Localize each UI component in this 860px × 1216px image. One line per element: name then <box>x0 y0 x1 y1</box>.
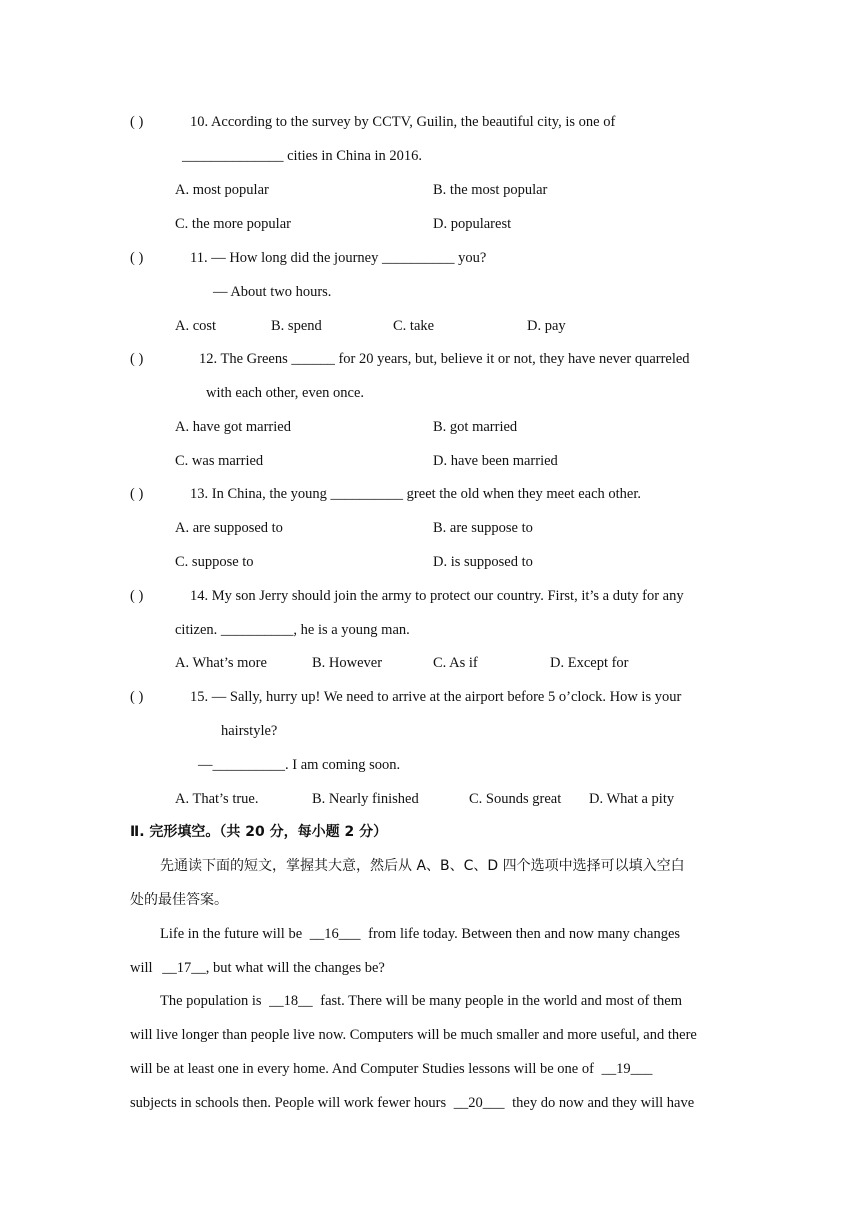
q15-option-c: C. Sounds great <box>469 791 562 807</box>
section-instructions: 先通读下面的短文，掌握其大意，然后从 A、B、C、D 四个选项中选择可以填入空白 <box>160 858 685 874</box>
q13-option-a: A. are supposed to <box>175 520 283 536</box>
passage-text: they do now and they will have <box>512 1095 695 1111</box>
passage-line-1 <box>160 924 680 944</box>
section-heading: Ⅱ. 完形填空。（共 20 分，每小题 2 分） <box>130 824 388 840</box>
q12-option-c: C. was married <box>175 453 264 469</box>
q12-option-b: B. got married <box>433 419 518 435</box>
q14-answer-paren: ( ) <box>130 588 144 604</box>
q10-option-b: B. the most popular <box>433 182 548 198</box>
q13-stem: 13. In China, the young __________ greet the old when they meet each other. <box>190 486 642 502</box>
passage-text: subjects in schools then. People will work fewer hours <box>130 1095 447 1111</box>
passage-text: will <box>130 960 153 976</box>
passage-line-4: will live longer than people live now. Computers will be much smaller and more useful, and there <box>130 1027 697 1043</box>
q12-option-d: D. have been married <box>433 453 558 469</box>
q10-option-a: A. most popular <box>175 182 269 198</box>
q14-option-d: D. Except for <box>550 655 629 671</box>
q15-option-d: D. What a pity <box>589 791 675 807</box>
q15-answer-paren: ( ) <box>130 689 144 705</box>
q11-option-a: A. cost <box>175 318 217 334</box>
q11-option-d: D. pay <box>527 318 566 334</box>
q14-option-c: C. As if <box>433 655 478 671</box>
blank-19: __19___ <box>601 1061 653 1077</box>
q14-option-a: A. What’s more <box>175 655 267 671</box>
passage-line-3 <box>160 991 682 1011</box>
passage-line-5 <box>130 1059 652 1079</box>
passage-text: from life today. Between then and now many changes <box>368 926 681 942</box>
q13-answer-paren: ( ) <box>130 486 144 502</box>
q15-option-b: B. Nearly finished <box>312 791 419 807</box>
q15-stem-cont: hairstyle? <box>221 723 278 739</box>
blank-20: __20___ <box>453 1095 505 1111</box>
passage-text: Life in the future will be <box>160 926 303 942</box>
q10-option-d: D. popularest <box>433 216 512 232</box>
q14-stem: 14. My son Jerry should join the army to protect our country. First, it’s a duty for any <box>190 588 684 604</box>
q10-option-c: C. the more popular <box>175 216 291 232</box>
blank-18: __18__ <box>269 993 313 1009</box>
q10-answer-paren: ( ) <box>130 114 144 130</box>
q15-stem: 15. — Sally, hurry up! We need to arrive at the airport before 5 o’clock. How is your <box>190 689 682 705</box>
q13-option-c: C. suppose to <box>175 554 254 570</box>
q11-answer-paren: ( ) <box>130 250 144 266</box>
q12-stem: 12. The Greens ______ for 20 years, but, believe it or not, they have never quarreled <box>199 351 690 367</box>
blank-16: __16___ <box>309 926 361 942</box>
q10-stem: 10. According to the survey by CCTV, Guilin, the beautiful city, is one of <box>190 114 616 130</box>
passage-line-2 <box>130 958 385 978</box>
q13-option-b: B. are suppose to <box>433 520 533 536</box>
passage-line-6 <box>130 1093 694 1113</box>
q10-stem-cont: ______________ cities in China in 2016. <box>182 148 423 164</box>
q11-stem-cont: — About two hours. <box>213 284 332 300</box>
section-instructions-cont: 处的最佳答案。 <box>130 892 228 908</box>
q12-stem-cont: with each other, even once. <box>206 385 365 401</box>
q11-option-b: B. spend <box>271 318 322 334</box>
q12-answer-paren: ( ) <box>130 351 144 367</box>
q11-stem: 11. — How long did the journey __________ you? <box>190 250 487 266</box>
q11-option-c: C. take <box>393 318 435 334</box>
passage-text: The population is <box>160 993 262 1009</box>
passage-text: will be at least one in every home. And Computer Studies lessons will be one of <box>130 1061 594 1077</box>
passage-text: fast. There will be many people in the world and most of them <box>320 993 682 1009</box>
q15-reply: —__________. I am coming soon. <box>198 757 401 773</box>
blank-17: __17__ <box>162 960 206 976</box>
q13-option-d: D. is supposed to <box>433 554 533 570</box>
q14-stem-cont: citizen. __________, he is a young man. <box>175 622 410 638</box>
q14-option-b: B. However <box>312 655 383 671</box>
q15-option-a: A. That’s true. <box>175 791 259 807</box>
passage-text: , but what will the changes be? <box>205 960 385 976</box>
q12-option-a: A. have got married <box>175 419 291 435</box>
